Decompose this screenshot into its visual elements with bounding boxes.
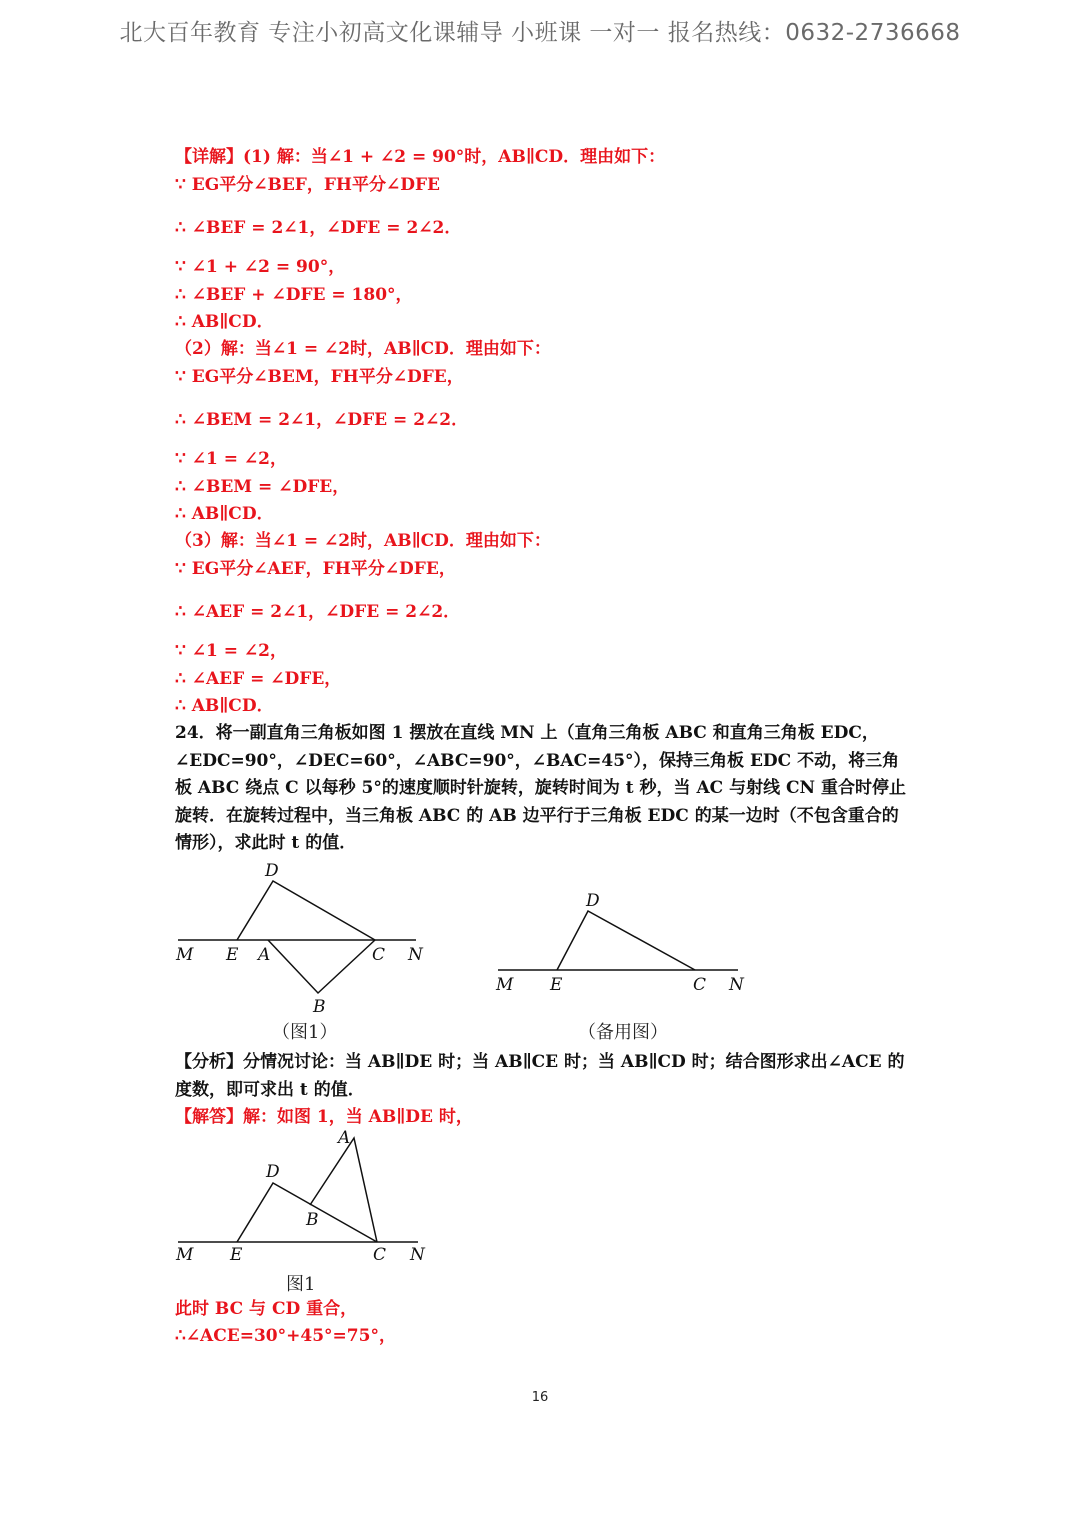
solution-line: ∴ ∠AEF = ∠DFE， — [175, 669, 342, 689]
figure-1-caption: （图1） — [272, 1022, 338, 1043]
answer-label-d: D — [266, 1162, 280, 1182]
answer-label-a: A — [338, 1128, 351, 1148]
solution-line: ∴ AB∥CD． — [175, 504, 274, 524]
solution-line: （2）解：当∠1 = ∠2时，AB∥CD．理由如下： — [175, 339, 551, 359]
solution-line: ∴ ∠AEF = 2∠1，∠DFE = 2∠2． — [175, 602, 461, 622]
solution-line: ∴ ∠BEM = ∠DFE， — [175, 477, 350, 497]
solution-line: ∴ ∠BEF + ∠DFE = 180°， — [175, 285, 413, 305]
fig1-label-e: E — [226, 945, 239, 965]
figure-1-diagram — [170, 858, 430, 1018]
analysis-text: 【分析】分情况讨论：当 AB∥DE 时；当 AB∥CE 时；当 AB∥CD 时；结合图形求出∠ACE 的度数，即可求出 t 的值． — [175, 1052, 905, 1100]
page-header: 北大百年教育 专注小初高文化课辅导 小班课 一对一 报名热线：0632-2736668 — [119, 20, 961, 46]
answer-intro: 【解答】解：如图 1，当 AB∥DE 时， — [175, 1107, 473, 1127]
solution-line: ∵ ∠1 = ∠2， — [175, 641, 287, 661]
backup-figure-diagram — [490, 888, 750, 1003]
solution-line: ∴ AB∥CD． — [175, 696, 274, 716]
answer-line: 此时 BC 与 CD 重合， — [175, 1299, 358, 1319]
fig1-label-b: B — [313, 997, 326, 1017]
solution-line: ∴ ∠BEF = 2∠1，∠DFE = 2∠2． — [175, 218, 462, 238]
solution-line: ∴ AB∥CD． — [175, 312, 274, 332]
problem-24-text: 24．将一副直角三角板如图 1 摆放在直线 MN 上（直角三角板 ABC 和直角三角板 EDC，∠EDC=90°，∠DEC=60°，∠ABC=90°，∠BAC=45°），保持三角板 EDC 不动，将三角板 ABC 绕点 C 以每秒 5°的速度顺时针旋转，旋转时间为 t 秒，当 AC 与射线 CN 重合时停止旋转．在旋转过程中，当三角板 ABC 的 AB 边平行于三角板 EDC 的某一边时（不包含重合的情形），求此时 t 的值． — [175, 723, 907, 853]
fig1-label-c: C — [372, 945, 386, 965]
solution-line: ∵ ∠1 = ∠2， — [175, 449, 287, 469]
backup-label-c: C — [693, 975, 707, 995]
backup-label-n: N — [729, 975, 744, 995]
answer-label-e: E — [230, 1245, 243, 1265]
backup-label-e: E — [550, 975, 563, 995]
backup-label-m: M — [496, 975, 514, 995]
solution-line: （3）解：当∠1 = ∠2时，AB∥CD．理由如下： — [175, 531, 551, 551]
solution-line: ∵ ∠1 + ∠2 = 90°， — [175, 257, 346, 277]
answer-figure-caption: 图1 — [286, 1274, 316, 1295]
answer-label-m: M — [176, 1245, 194, 1265]
answer-figure-diagram — [170, 1125, 430, 1270]
solution-line: ∵ EG平分∠BEM，FH平分∠DFE， — [175, 367, 464, 387]
backup-figure-caption: （备用图） — [578, 1022, 668, 1043]
fig1-label-n: N — [408, 945, 423, 965]
answer-label-c: C — [373, 1245, 387, 1265]
solution-line: ∵ EG平分∠AEF，FH平分∠DFE， — [175, 559, 456, 579]
backup-label-d: D — [586, 891, 600, 911]
answer-label-n: N — [410, 1245, 425, 1265]
page-number: 16 — [531, 1390, 549, 1405]
solution-line: 【详解】(1) 解：当∠1 + ∠2 = 90°时，AB∥CD．理由如下： — [175, 147, 666, 167]
fig1-label-d: D — [265, 861, 279, 881]
fig1-label-a: A — [258, 945, 271, 965]
answer-label-b: B — [306, 1210, 319, 1230]
solution-line: ∴ ∠BEM = 2∠1，∠DFE = 2∠2． — [175, 410, 469, 430]
solution-line: ∵ EG平分∠BEF，FH平分∠DFE — [175, 175, 440, 195]
fig1-label-m: M — [176, 945, 194, 965]
answer-line: ∴∠ACE=30°+45°=75°， — [175, 1326, 396, 1346]
